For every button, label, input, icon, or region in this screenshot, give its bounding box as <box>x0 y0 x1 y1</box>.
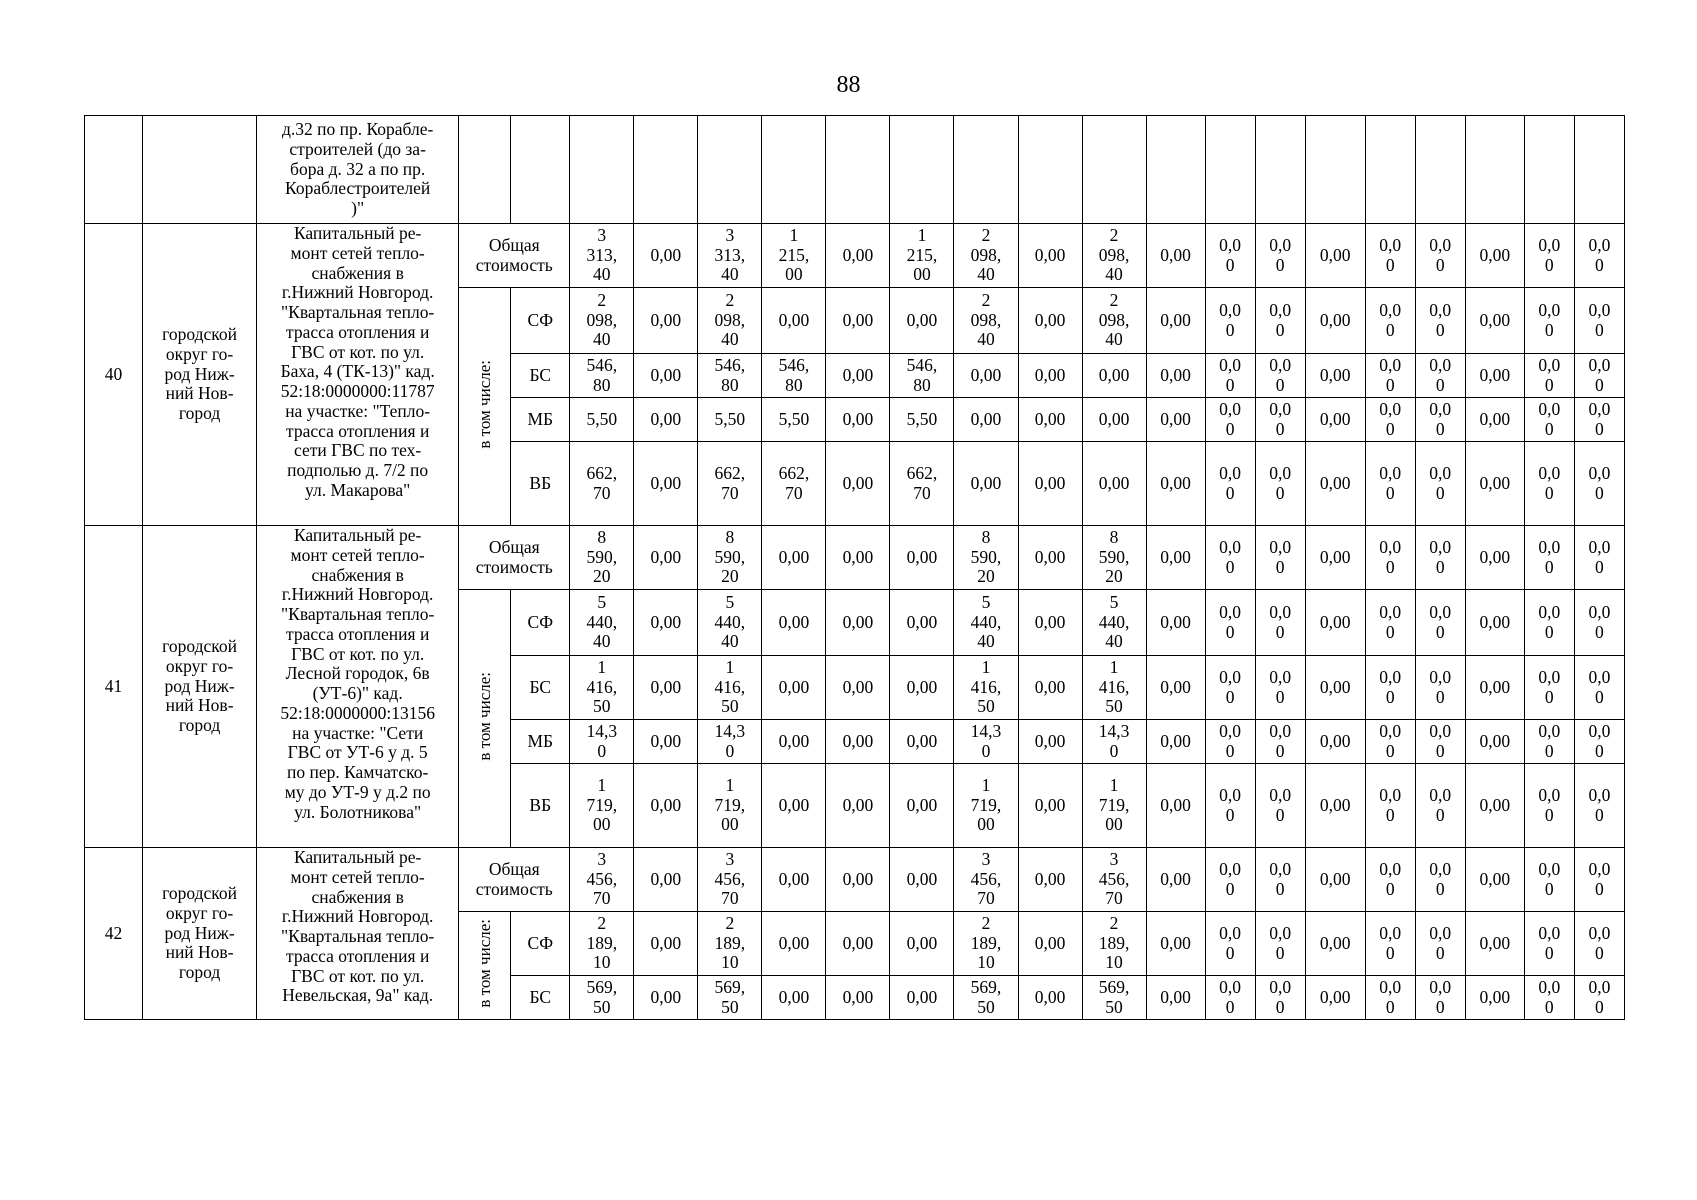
value-cell: 0,00 <box>1465 976 1524 1020</box>
value-cell: 0,00 <box>1018 976 1082 1020</box>
value-cell: 0,00 <box>890 526 954 590</box>
value-cell: 0,00 <box>1146 288 1205 354</box>
value-cell: 0,0 0 <box>1415 224 1465 288</box>
value-cell: 1 416, 50 <box>954 656 1018 720</box>
value-cell: 0,0 0 <box>1574 398 1624 442</box>
value-cell: 0,00 <box>1305 912 1365 976</box>
value-cell: 0,00 <box>762 526 826 590</box>
value-cell: 0,00 <box>634 288 698 354</box>
value-cell: 0,00 <box>1305 288 1365 354</box>
row-number-cell <box>85 116 143 224</box>
value-cell: 0,0 0 <box>1205 590 1255 656</box>
total-cost-label: Общая стоимость <box>459 526 570 590</box>
funding-source-label: МБ <box>511 720 570 764</box>
row-number: 41 <box>85 526 143 848</box>
value-cell: 0,00 <box>1465 224 1524 288</box>
empty-cell <box>1574 116 1624 224</box>
value-cell: 0,0 0 <box>1574 656 1624 720</box>
value-cell: 0,0 0 <box>1205 976 1255 1020</box>
value-cell: 0,00 <box>1465 720 1524 764</box>
value-cell: 0,0 0 <box>1365 912 1415 976</box>
empty-cell <box>1524 116 1574 224</box>
value-cell: 0,00 <box>1146 442 1205 526</box>
value-cell: 5 440, 40 <box>570 590 634 656</box>
value-cell: 0,00 <box>1305 442 1365 526</box>
value-cell: 0,00 <box>1465 526 1524 590</box>
value-cell: 2 098, 40 <box>954 288 1018 354</box>
value-cell: 0,0 0 <box>1255 656 1305 720</box>
value-cell: 14,3 0 <box>954 720 1018 764</box>
value-cell: 662, 70 <box>890 442 954 526</box>
empty-cell <box>634 116 698 224</box>
value-cell: 0,00 <box>1146 976 1205 1020</box>
empty-cell <box>698 116 762 224</box>
value-cell: 2 098, 40 <box>1082 288 1146 354</box>
value-cell: 0,00 <box>1305 720 1365 764</box>
value-cell: 0,00 <box>634 398 698 442</box>
value-cell: 662, 70 <box>762 442 826 526</box>
value-cell: 14,3 0 <box>570 720 634 764</box>
total-cost-label: Общая стоимость <box>459 848 570 912</box>
value-cell: 0,00 <box>1465 442 1524 526</box>
funding-source-label: БС <box>511 354 570 398</box>
value-cell: 662, 70 <box>570 442 634 526</box>
value-cell: 5 440, 40 <box>1082 590 1146 656</box>
value-cell: 0,00 <box>826 590 890 656</box>
value-cell: 0,00 <box>762 288 826 354</box>
value-cell: 0,0 0 <box>1205 354 1255 398</box>
value-cell: 0,00 <box>1305 848 1365 912</box>
value-cell: 0,00 <box>762 976 826 1020</box>
value-cell: 0,0 0 <box>1415 590 1465 656</box>
value-cell: 0,00 <box>1018 720 1082 764</box>
value-cell: 0,00 <box>826 398 890 442</box>
value-cell: 0,0 0 <box>1524 656 1574 720</box>
value-cell: 546, 80 <box>762 354 826 398</box>
value-cell: 0,00 <box>1018 354 1082 398</box>
value-cell: 0,0 0 <box>1574 764 1624 848</box>
value-cell: 0,0 0 <box>1574 224 1624 288</box>
value-cell: 0,00 <box>1305 656 1365 720</box>
value-cell: 0,0 0 <box>1415 398 1465 442</box>
value-cell: 2 098, 40 <box>954 224 1018 288</box>
funding-source-label: ВБ <box>511 442 570 526</box>
value-cell: 0,0 0 <box>1574 288 1624 354</box>
value-cell: 569, 50 <box>1082 976 1146 1020</box>
value-cell: 0,00 <box>1465 848 1524 912</box>
value-cell: 0,0 0 <box>1365 398 1415 442</box>
value-cell: 0,00 <box>890 848 954 912</box>
value-cell: 0,00 <box>1465 354 1524 398</box>
value-cell: 0,00 <box>1146 398 1205 442</box>
value-cell: 0,00 <box>890 288 954 354</box>
value-cell: 8 590, 20 <box>954 526 1018 590</box>
value-cell: 2 098, 40 <box>698 288 762 354</box>
value-cell: 0,00 <box>890 720 954 764</box>
value-cell: 0,0 0 <box>1255 590 1305 656</box>
value-cell: 2 189, 10 <box>570 912 634 976</box>
empty-cell <box>762 116 826 224</box>
value-cell: 0,0 0 <box>1365 288 1415 354</box>
including-label: в том числе: <box>475 671 495 761</box>
value-cell: 0,0 0 <box>1205 848 1255 912</box>
value-cell: 0,0 0 <box>1524 288 1574 354</box>
value-cell: 0,0 0 <box>1205 288 1255 354</box>
value-cell: 0,00 <box>1305 764 1365 848</box>
empty-cell <box>1018 116 1082 224</box>
value-cell: 0,00 <box>634 354 698 398</box>
value-cell: 0,00 <box>1146 912 1205 976</box>
value-cell: 0,00 <box>1146 224 1205 288</box>
value-cell: 0,00 <box>634 656 698 720</box>
value-cell: 1 719, 00 <box>1082 764 1146 848</box>
value-cell: 0,00 <box>634 590 698 656</box>
value-cell: 0,0 0 <box>1255 526 1305 590</box>
value-cell: 0,00 <box>890 656 954 720</box>
value-cell: 1 719, 00 <box>698 764 762 848</box>
value-cell: 0,00 <box>890 976 954 1020</box>
value-cell: 0,0 0 <box>1255 398 1305 442</box>
value-cell: 0,00 <box>634 224 698 288</box>
value-cell: 0,0 0 <box>1415 656 1465 720</box>
including-label-cell <box>459 288 511 526</box>
value-cell: 0,0 0 <box>1205 224 1255 288</box>
value-cell: 0,0 0 <box>1255 720 1305 764</box>
value-cell: 3 456, 70 <box>1082 848 1146 912</box>
empty-cell <box>511 116 570 224</box>
value-cell: 0,0 0 <box>1524 720 1574 764</box>
value-cell: 0,00 <box>826 976 890 1020</box>
value-cell: 0,00 <box>762 590 826 656</box>
value-cell: 0,00 <box>826 656 890 720</box>
value-cell: 569, 50 <box>698 976 762 1020</box>
including-label: в том числе: <box>475 918 495 1008</box>
funding-source-label: БС <box>511 656 570 720</box>
funding-source-label: СФ <box>511 590 570 656</box>
value-cell: 5,50 <box>698 398 762 442</box>
value-cell: 0,00 <box>1146 656 1205 720</box>
value-cell: 0,0 0 <box>1415 720 1465 764</box>
object-description: Капитальный ре- монт сетей тепло- снабжения в г.Нижний Новгород. "Квартальная тепло- трасса отопления и ГВС от кот. по ул. Лесной городок, 6в (УТ-6)" кад. 52:18:0000000:13156 на участке: "Сети ГВС от УТ-6 у д. 5 по пер. Камчатско- му до УТ-9 у д.2 по ул. Болотникова" <box>257 526 459 848</box>
value-cell: 0,0 0 <box>1205 912 1255 976</box>
value-cell: 0,0 0 <box>1574 442 1624 526</box>
value-cell: 5 440, 40 <box>698 590 762 656</box>
value-cell: 0,0 0 <box>1205 398 1255 442</box>
value-cell: 0,0 0 <box>1524 590 1574 656</box>
object-description: Капитальный ре- монт сетей тепло- снабжения в г.Нижний Новгород. "Квартальная тепло- трасса отопления и ГВС от кот. по ул. Невельская, 9а" кад. <box>257 848 459 1020</box>
row-number: 42 <box>85 848 143 1020</box>
territory-name: городской округ го- род Ниж- ний Нов- город <box>143 224 257 526</box>
value-cell: 0,0 0 <box>1524 912 1574 976</box>
empty-cell <box>1415 116 1465 224</box>
value-cell: 0,0 0 <box>1415 354 1465 398</box>
value-cell: 0,0 0 <box>1415 288 1465 354</box>
value-cell: 14,3 0 <box>1082 720 1146 764</box>
value-cell: 0,00 <box>1082 442 1146 526</box>
value-cell: 0,00 <box>762 848 826 912</box>
value-cell: 0,00 <box>1146 354 1205 398</box>
value-cell: 0,00 <box>954 442 1018 526</box>
value-cell: 5,50 <box>570 398 634 442</box>
value-cell: 0,0 0 <box>1415 912 1465 976</box>
value-cell: 569, 50 <box>570 976 634 1020</box>
empty-cell <box>1365 116 1415 224</box>
value-cell: 0,00 <box>890 912 954 976</box>
value-cell: 0,0 0 <box>1365 848 1415 912</box>
value-cell: 0,0 0 <box>1365 656 1415 720</box>
record-total-row <box>85 848 1625 912</box>
value-cell: 3 313, 40 <box>570 224 634 288</box>
value-cell: 0,0 0 <box>1365 526 1415 590</box>
value-cell: 0,00 <box>1018 224 1082 288</box>
value-cell: 0,00 <box>634 848 698 912</box>
value-cell: 5 440, 40 <box>954 590 1018 656</box>
value-cell: 0,0 0 <box>1574 976 1624 1020</box>
funding-source-label: МБ <box>511 398 570 442</box>
value-cell: 0,0 0 <box>1205 656 1255 720</box>
value-cell: 0,00 <box>954 398 1018 442</box>
value-cell: 0,0 0 <box>1524 442 1574 526</box>
value-cell: 0,00 <box>1082 354 1146 398</box>
value-cell: 0,0 0 <box>1365 224 1415 288</box>
value-cell: 0,00 <box>1305 398 1365 442</box>
value-cell: 0,00 <box>1018 398 1082 442</box>
value-cell: 3 456, 70 <box>698 848 762 912</box>
funding-source-label: БС <box>511 976 570 1020</box>
budget-table <box>84 115 1625 1020</box>
value-cell: 0,0 0 <box>1205 720 1255 764</box>
value-cell: 1 719, 00 <box>570 764 634 848</box>
value-cell: 0,00 <box>634 764 698 848</box>
record-total-row <box>85 526 1625 590</box>
value-cell: 1 215, 00 <box>762 224 826 288</box>
value-cell: 0,0 0 <box>1205 442 1255 526</box>
empty-cell <box>826 116 890 224</box>
value-cell: 0,0 0 <box>1574 848 1624 912</box>
value-cell: 0,0 0 <box>1524 526 1574 590</box>
value-cell: 0,00 <box>826 354 890 398</box>
value-cell: 0,00 <box>826 912 890 976</box>
value-cell: 0,00 <box>890 764 954 848</box>
value-cell: 0,0 0 <box>1574 354 1624 398</box>
value-cell: 0,00 <box>1018 442 1082 526</box>
value-cell: 0,0 0 <box>1524 764 1574 848</box>
value-cell: 0,0 0 <box>1524 224 1574 288</box>
value-cell: 0,00 <box>634 442 698 526</box>
value-cell: 0,00 <box>762 764 826 848</box>
value-cell: 0,0 0 <box>1255 764 1305 848</box>
value-cell: 0,00 <box>826 848 890 912</box>
value-cell: 0,00 <box>634 526 698 590</box>
value-cell: 0,0 0 <box>1524 354 1574 398</box>
value-cell: 3 456, 70 <box>570 848 634 912</box>
value-cell: 0,0 0 <box>1365 442 1415 526</box>
value-cell: 5,50 <box>890 398 954 442</box>
value-cell: 569, 50 <box>954 976 1018 1020</box>
value-cell: 0,0 0 <box>1365 976 1415 1020</box>
territory-name: городской округ го- род Ниж- ний Нов- город <box>143 526 257 848</box>
value-cell: 0,0 0 <box>1365 764 1415 848</box>
value-cell: 0,0 0 <box>1255 912 1305 976</box>
value-cell: 1 416, 50 <box>570 656 634 720</box>
value-cell: 0,00 <box>1305 590 1365 656</box>
value-cell: 662, 70 <box>698 442 762 526</box>
value-cell: 0,00 <box>1465 398 1524 442</box>
value-cell: 0,00 <box>1146 590 1205 656</box>
territory-name: городской округ го- род Ниж- ний Нов- город <box>143 848 257 1020</box>
value-cell: 0,00 <box>1018 526 1082 590</box>
value-cell: 2 189, 10 <box>1082 912 1146 976</box>
value-cell: 0,00 <box>1146 526 1205 590</box>
value-cell: 0,00 <box>1465 656 1524 720</box>
value-cell: 0,00 <box>1146 848 1205 912</box>
value-cell: 0,0 0 <box>1255 848 1305 912</box>
value-cell: 0,00 <box>826 720 890 764</box>
row-number: 40 <box>85 224 143 526</box>
value-cell: 0,00 <box>1018 590 1082 656</box>
value-cell: 0,00 <box>826 288 890 354</box>
value-cell: 0,0 0 <box>1524 848 1574 912</box>
funding-source-label: СФ <box>511 288 570 354</box>
value-cell: 0,00 <box>762 656 826 720</box>
value-cell: 0,00 <box>634 720 698 764</box>
empty-cell <box>1465 116 1524 224</box>
value-cell: 0,00 <box>1305 354 1365 398</box>
value-cell: 0,0 0 <box>1255 442 1305 526</box>
value-cell: 0,0 0 <box>1415 442 1465 526</box>
value-cell: 0,00 <box>1305 526 1365 590</box>
value-cell: 0,00 <box>954 354 1018 398</box>
value-cell: 0,0 0 <box>1365 590 1415 656</box>
value-cell: 546, 80 <box>570 354 634 398</box>
empty-cell <box>1255 116 1305 224</box>
value-cell: 0,0 0 <box>1524 398 1574 442</box>
value-cell: 0,00 <box>1146 764 1205 848</box>
value-cell: 1 416, 50 <box>1082 656 1146 720</box>
value-cell: 0,0 0 <box>1524 976 1574 1020</box>
funding-source-label: ВБ <box>511 764 570 848</box>
value-cell: 0,0 0 <box>1574 720 1624 764</box>
continuation-row <box>85 116 1625 224</box>
empty-cell <box>459 116 511 224</box>
value-cell: 0,00 <box>890 590 954 656</box>
value-cell: 0,0 0 <box>1415 848 1465 912</box>
value-cell: 0,00 <box>1305 224 1365 288</box>
value-cell: 0,0 0 <box>1255 976 1305 1020</box>
value-cell: 1 416, 50 <box>698 656 762 720</box>
empty-cell <box>1305 116 1365 224</box>
including-label-cell <box>459 590 511 848</box>
value-cell: 0,0 0 <box>1365 720 1415 764</box>
value-cell: 0,0 0 <box>1415 526 1465 590</box>
value-cell: 0,0 0 <box>1255 224 1305 288</box>
value-cell: 0,00 <box>826 764 890 848</box>
territory-cell <box>143 116 257 224</box>
value-cell: 1 719, 00 <box>954 764 1018 848</box>
value-cell: 546, 80 <box>698 354 762 398</box>
value-cell: 0,00 <box>1018 912 1082 976</box>
description-cell: д.32 по пр. Корабле- строителей (до за- бора д. 32 а по пр. Кораблестроителей )" <box>257 116 459 224</box>
value-cell: 8 590, 20 <box>698 526 762 590</box>
value-cell: 2 189, 10 <box>954 912 1018 976</box>
value-cell: 0,0 0 <box>1365 354 1415 398</box>
funding-source-label: СФ <box>511 912 570 976</box>
value-cell: 0,00 <box>826 224 890 288</box>
value-cell: 0,00 <box>826 526 890 590</box>
value-cell: 1 215, 00 <box>890 224 954 288</box>
value-cell: 0,0 0 <box>1574 912 1624 976</box>
value-cell: 0,00 <box>1146 720 1205 764</box>
value-cell: 0,0 0 <box>1574 526 1624 590</box>
value-cell: 0,0 0 <box>1415 976 1465 1020</box>
value-cell: 0,00 <box>1465 912 1524 976</box>
value-cell: 0,0 0 <box>1415 764 1465 848</box>
empty-cell <box>1082 116 1146 224</box>
value-cell: 0,00 <box>826 442 890 526</box>
value-cell: 0,0 0 <box>1255 354 1305 398</box>
value-cell: 0,00 <box>1305 976 1365 1020</box>
value-cell: 546, 80 <box>890 354 954 398</box>
including-label-cell <box>459 912 511 1020</box>
empty-cell <box>1146 116 1205 224</box>
page-number: 88 <box>836 72 861 98</box>
value-cell: 8 590, 20 <box>1082 526 1146 590</box>
value-cell: 0,00 <box>1465 590 1524 656</box>
value-cell: 0,00 <box>1465 764 1524 848</box>
empty-cell <box>1205 116 1255 224</box>
object-description: Капитальный ре- монт сетей тепло- снабжения в г.Нижний Новгород. "Квартальная тепло- трасса отопления и ГВС от кот. по ул. Баха, 4 (ТК-13)" кад. 52:18:0000000:11787 на участке: "Тепло- трасса отопления и сети ГВС по тех- подполью д. 7/2 по ул. Макарова" <box>257 224 459 526</box>
value-cell: 0,0 0 <box>1205 526 1255 590</box>
record-total-row <box>85 224 1625 288</box>
value-cell: 0,0 0 <box>1574 590 1624 656</box>
value-cell: 0,00 <box>1082 398 1146 442</box>
value-cell: 0,00 <box>762 912 826 976</box>
value-cell: 0,00 <box>1018 848 1082 912</box>
value-cell: 5,50 <box>762 398 826 442</box>
value-cell: 3 313, 40 <box>698 224 762 288</box>
value-cell: 0,00 <box>1018 656 1082 720</box>
empty-cell <box>954 116 1018 224</box>
value-cell: 0,0 0 <box>1205 764 1255 848</box>
value-cell: 0,0 0 <box>1255 288 1305 354</box>
empty-cell <box>570 116 634 224</box>
empty-cell <box>890 116 954 224</box>
value-cell: 14,3 0 <box>698 720 762 764</box>
value-cell: 3 456, 70 <box>954 848 1018 912</box>
total-cost-label: Общая стоимость <box>459 224 570 288</box>
value-cell: 0,00 <box>1018 288 1082 354</box>
including-label: в том числе: <box>475 359 495 449</box>
value-cell: 2 098, 40 <box>570 288 634 354</box>
value-cell: 0,00 <box>634 976 698 1020</box>
value-cell: 2 189, 10 <box>698 912 762 976</box>
value-cell: 0,00 <box>1465 288 1524 354</box>
value-cell: 0,00 <box>762 720 826 764</box>
value-cell: 0,00 <box>634 912 698 976</box>
value-cell: 2 098, 40 <box>1082 224 1146 288</box>
value-cell: 0,00 <box>1018 764 1082 848</box>
value-cell: 8 590, 20 <box>570 526 634 590</box>
